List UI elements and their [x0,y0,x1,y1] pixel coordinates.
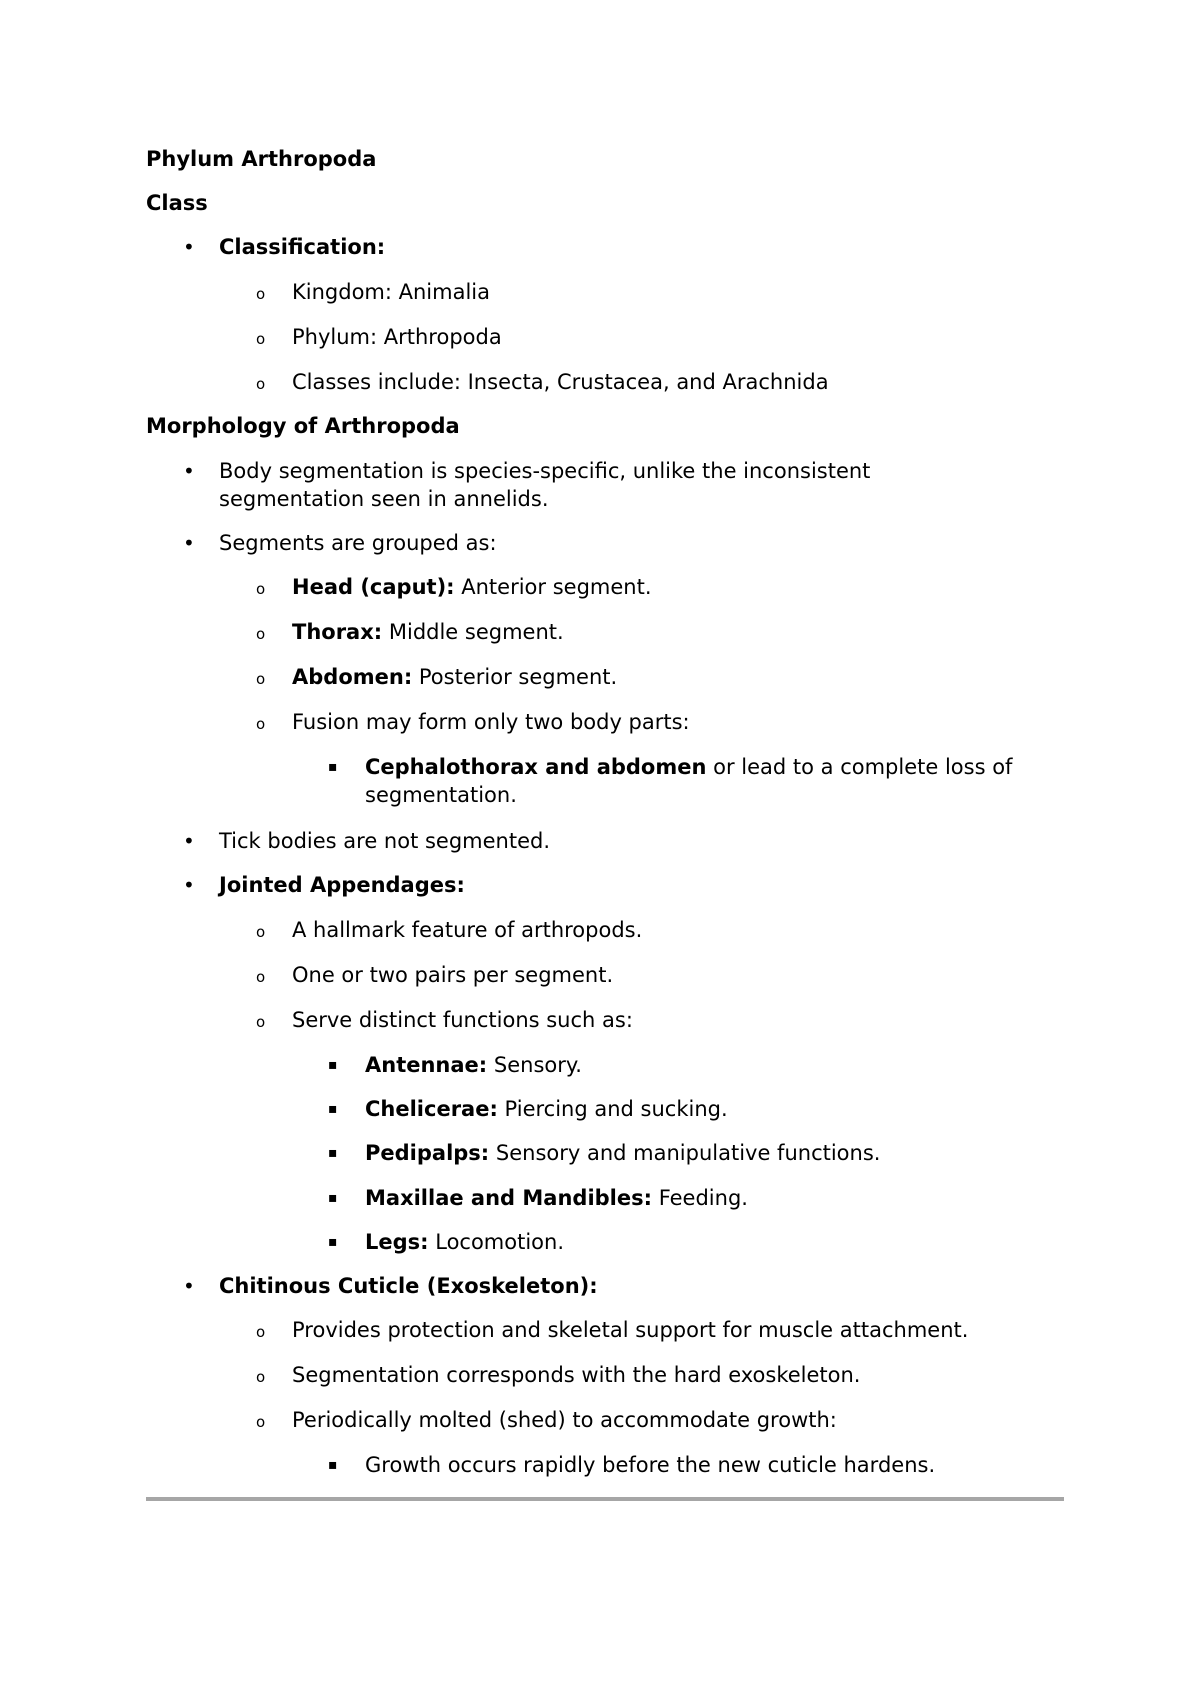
sub-bullet-marker: o [256,1368,266,1386]
head-text: Anterior segment. [454,575,652,599]
legs-label: Legs: [365,1230,429,1254]
square-bullet-marker: ▪ [328,1057,338,1073]
horizontal-divider [146,1497,1064,1501]
sub-bullet-marker: o [256,285,266,303]
thorax-text: Middle segment. [382,620,564,644]
square-bullet-marker: ▪ [328,1457,338,1473]
list-item: Serve distinct functions such as: [292,1008,633,1032]
maxillae-text: Feeding. [652,1186,748,1210]
abdomen-text: Posterior segment. [412,665,618,689]
pedipalps-label: Pedipalps: [365,1141,490,1165]
sub-bullet-marker: o [256,1013,266,1031]
list-item: Growth occurs rapidly before the new cuticle hardens. [365,1453,936,1477]
list-item: Provides protection and skeletal support for muscle attachment. [292,1318,969,1342]
list-item [292,618,564,646]
thorax-label: Thorax: [292,620,383,644]
square-bullet-marker: ▪ [328,759,338,775]
list-item: Kingdom: Animalia [292,280,491,304]
appendages-heading: Jointed Appendages: [219,873,465,897]
list-item: One or two pairs per segment. [292,963,614,987]
sub-bullet-marker: o [256,1323,266,1341]
antennae-label: Antennae: [365,1053,488,1077]
list-item [365,1095,728,1123]
list-item [365,753,1012,781]
cephalothorax-text: or lead to a complete loss of [706,755,1013,779]
list-item: A hallmark feature of arthropods. [292,918,643,942]
cephalothorax-text-line2: segmentation. [365,783,517,807]
list-item [365,1139,880,1167]
bullet-marker: • [183,1274,195,1298]
bullet-marker: • [183,531,195,555]
maxillae-label: Maxillae and Mandibles: [365,1186,653,1210]
segmentation-text-line1: Body segmentation is species-specific, unlike the inconsistent [219,459,871,483]
antennae-text: Sensory. [487,1053,582,1077]
chelicerae-label: Chelicerae: [365,1097,498,1121]
cuticle-heading: Chitinous Cuticle (Exoskeleton): [219,1274,598,1298]
class-heading: Class [146,191,208,215]
morphology-heading: Morphology of Arthropoda [146,414,460,438]
sub-bullet-marker: o [256,625,266,643]
bullet-marker: • [183,873,195,897]
document-title: Phylum Arthropoda [146,147,377,171]
sub-bullet-marker: o [256,580,266,598]
list-item [365,1184,748,1212]
segments-grouped-text: Segments are grouped as: [219,531,497,555]
list-item: Segmentation corresponds with the hard exoskeleton. [292,1363,861,1387]
sub-bullet-marker: o [256,330,266,348]
list-item [292,663,617,691]
chelicerae-text: Piercing and sucking. [497,1097,728,1121]
bullet-marker: • [183,829,195,853]
classification-heading: Classification: [219,235,386,259]
bullet-marker: • [183,459,195,483]
square-bullet-marker: ▪ [328,1145,338,1161]
abdomen-label: Abdomen: [292,665,413,689]
list-item: Classes include: Insecta, Crustacea, and Arachnida [292,370,829,394]
square-bullet-marker: ▪ [328,1234,338,1250]
list-item [365,1051,582,1079]
fusion-text: Fusion may form only two body parts: [292,710,690,734]
head-label: Head (caput): [292,575,455,599]
legs-text: Locomotion. [428,1230,565,1254]
sub-bullet-marker: o [256,968,266,986]
pedipalps-text: Sensory and manipulative functions. [489,1141,881,1165]
list-item: Periodically molted (shed) to accommodate growth: [292,1408,837,1432]
bullet-marker: • [183,235,195,259]
square-bullet-marker: ▪ [328,1101,338,1117]
segmentation-text-line2: segmentation seen in annelids. [219,487,549,511]
sub-bullet-marker: o [256,375,266,393]
list-item [292,573,652,601]
sub-bullet-marker: o [256,923,266,941]
square-bullet-marker: ▪ [328,1190,338,1206]
sub-bullet-marker: o [256,670,266,688]
list-item [365,1228,564,1256]
tick-text: Tick bodies are not segmented. [219,829,551,853]
sub-bullet-marker: o [256,715,266,733]
cephalothorax-label: Cephalothorax and abdomen [365,755,707,779]
sub-bullet-marker: o [256,1413,266,1431]
list-item: Phylum: Arthropoda [292,325,502,349]
